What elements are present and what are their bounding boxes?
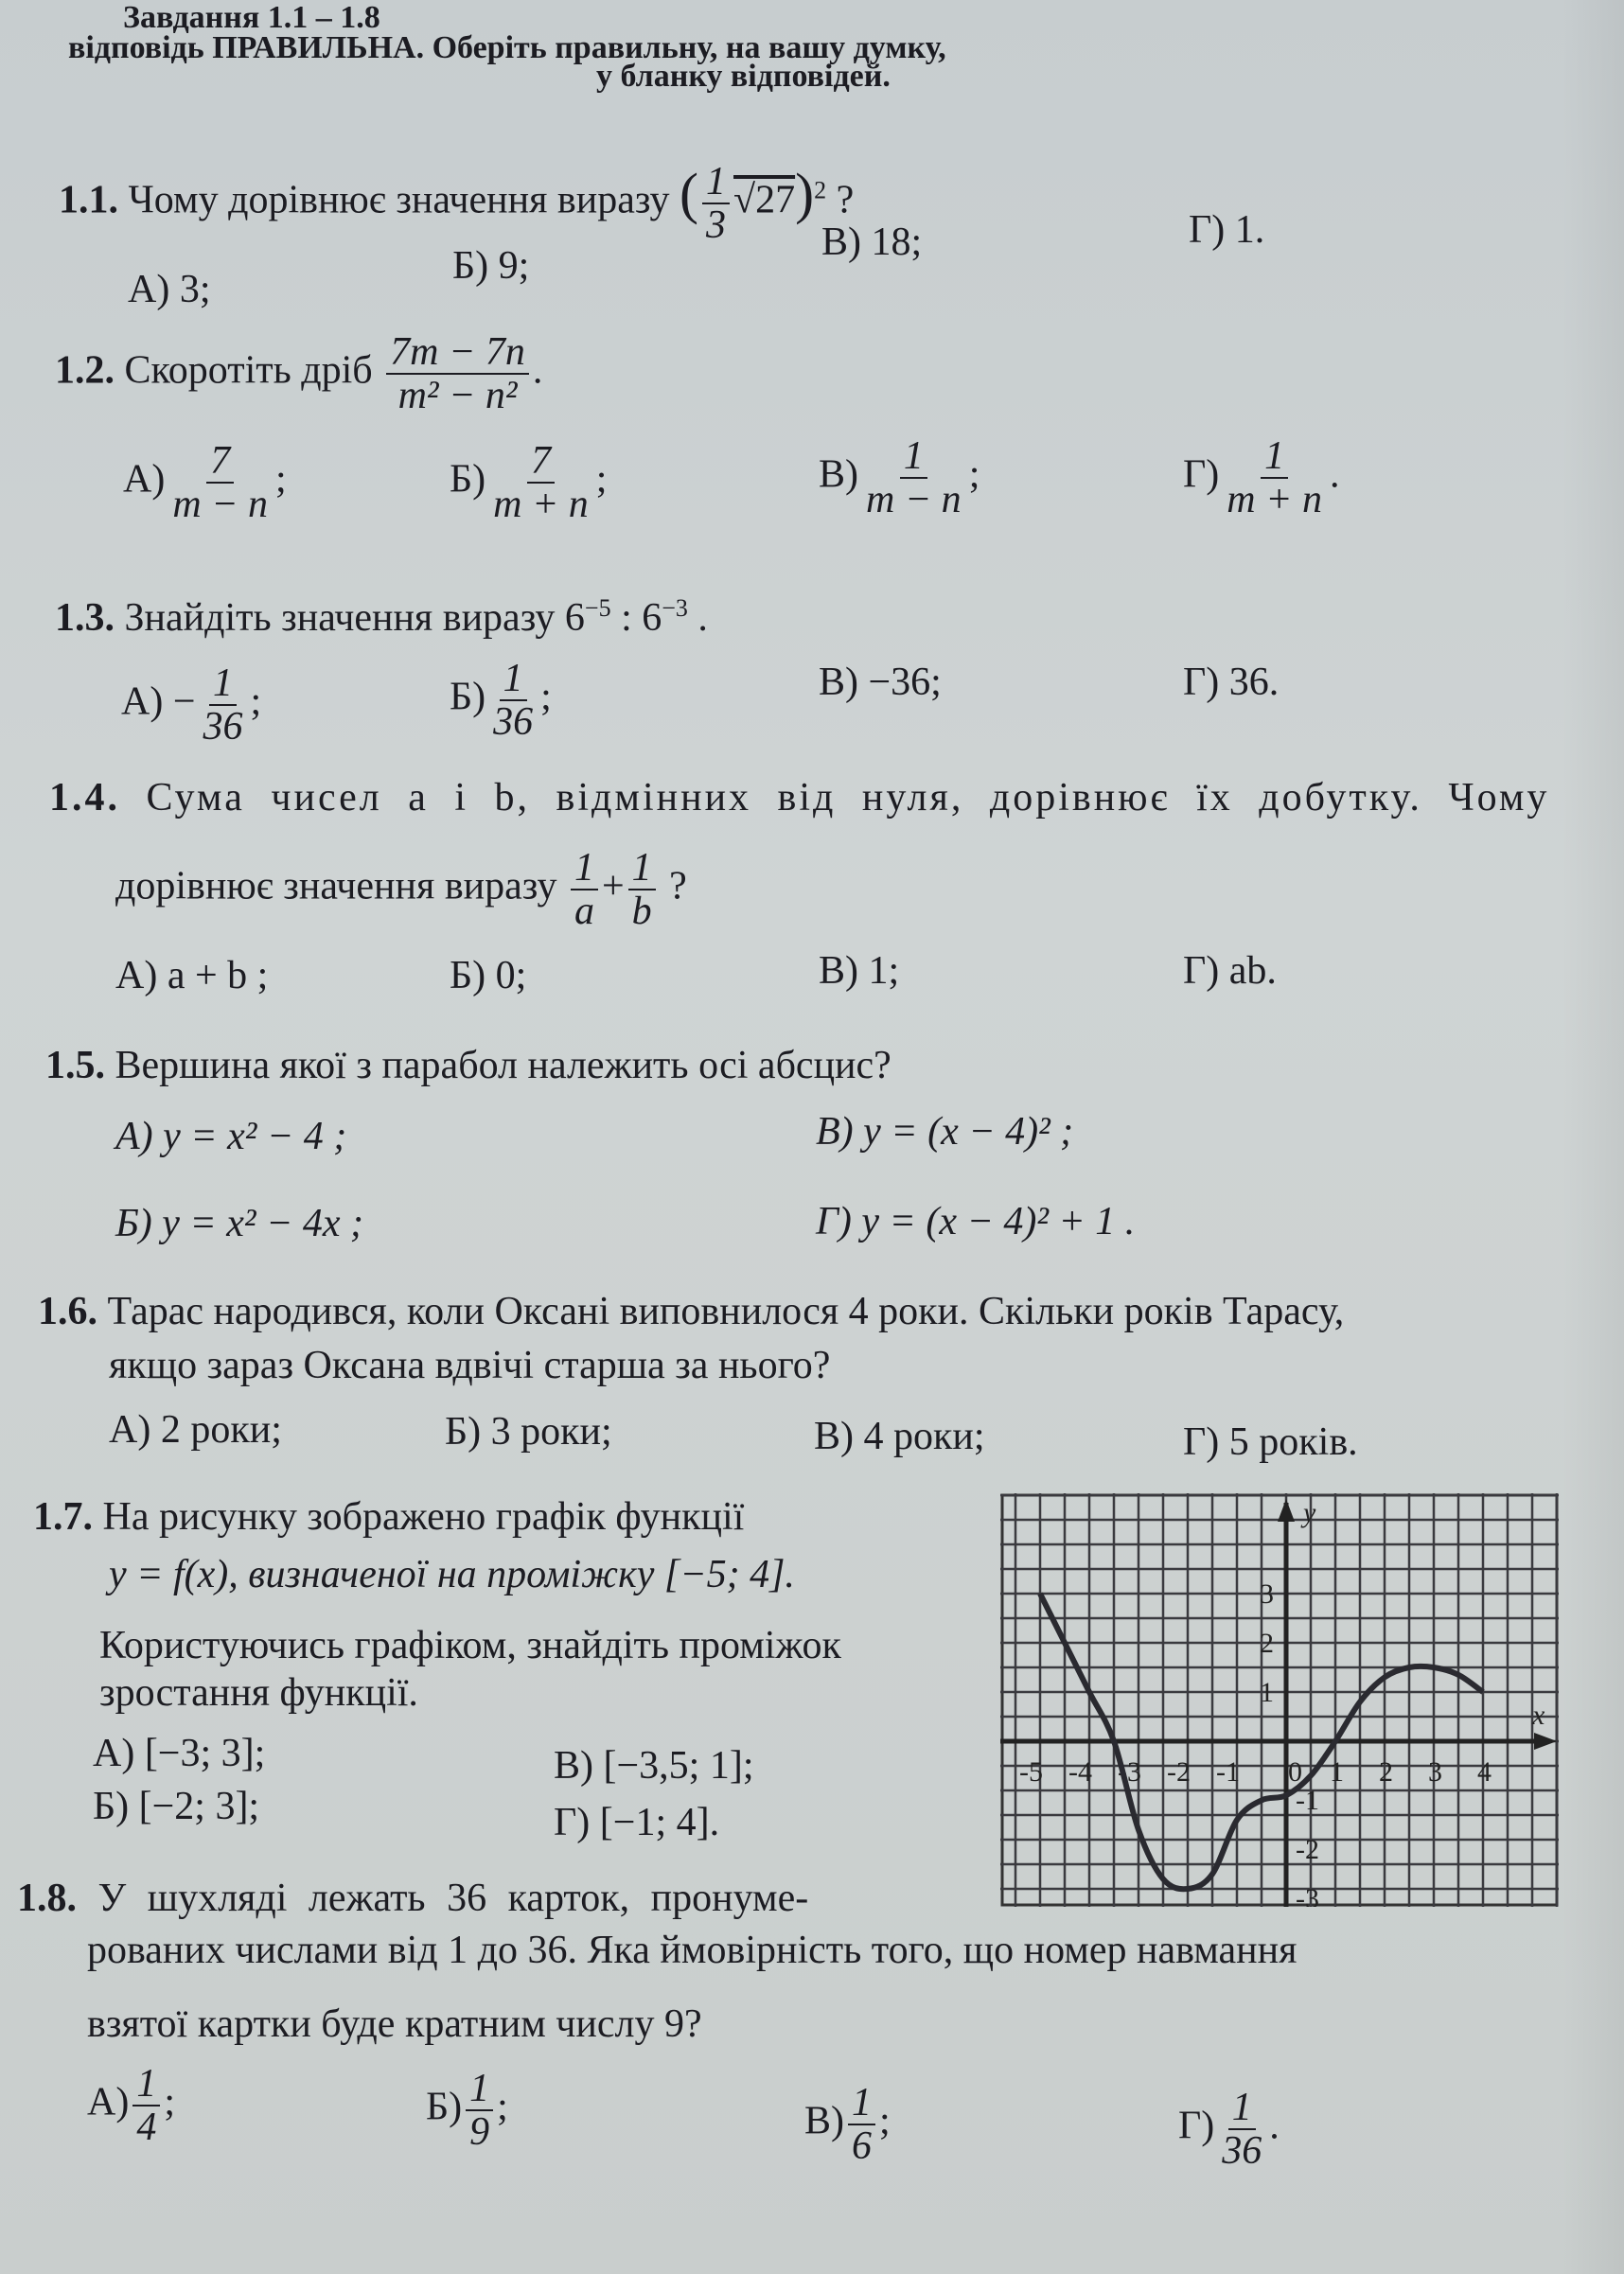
denominator: m + n: [1227, 478, 1322, 522]
question-1-7-line-1: [33, 1497, 744, 1537]
denominator: m + n: [493, 483, 589, 527]
fraction: [1223, 435, 1326, 520]
y-tick-label: -3: [1296, 1883, 1319, 1907]
punctuation: ;: [250, 679, 262, 724]
y-tick-label: 1: [1260, 1677, 1274, 1708]
option-v[interactable]: В) y = (x − 4)² ;: [816, 1110, 1074, 1154]
y-axis-arrow: [1278, 1499, 1295, 1522]
x-tick-label: 3: [1428, 1756, 1442, 1788]
power: 2: [814, 176, 827, 204]
option-g[interactable]: Г) 1.: [1189, 208, 1265, 252]
numerator: 7: [206, 440, 234, 484]
question-1-8-line-2: рованих числами від 1 до 36. Яка ймовірність того, що номер навмання: [87, 1929, 1297, 1972]
question-text: На рисунку зображено графік функції: [102, 1495, 745, 1539]
x-tick-label: -2: [1167, 1756, 1191, 1788]
option-label: А): [123, 457, 166, 502]
denominator: 3: [706, 203, 727, 248]
question-number: 1.3.: [55, 596, 115, 640]
y-tick-label: 2: [1260, 1628, 1274, 1659]
question-text: Сума чисел a і b, відмінних від нуля, дорівнює їх добутку. Чому: [146, 776, 1550, 820]
numerator: 1: [571, 847, 598, 890]
root: √27: [733, 178, 796, 222]
punctuation: ;: [540, 675, 552, 719]
question-mark: ?: [669, 864, 687, 908]
question-1-7-line-3: Користуючись графіком, знайдіть проміжок: [99, 1624, 841, 1667]
question-mark: ?: [836, 178, 855, 222]
x-axis-label: x: [1532, 1700, 1545, 1731]
x-tick-label: 2: [1379, 1756, 1393, 1788]
question-text: У шухляді лежать 36 карток, пронуме-: [97, 1877, 809, 1920]
option-g[interactable]: Г) [−1; 4].: [554, 1801, 720, 1844]
header-line-3: у бланку відповідей.: [596, 59, 891, 94]
period: .: [687, 596, 708, 640]
numerator: 1: [466, 2068, 493, 2111]
fraction: [848, 2082, 875, 2167]
header-line-2: відповідь ПРАВИЛЬНА. Оберіть правильну, на вашу думку,: [68, 30, 946, 65]
fraction: [489, 440, 592, 525]
fraction: [628, 847, 656, 932]
denominator: b: [631, 890, 652, 934]
option-a[interactable]: [123, 440, 287, 525]
x-tick-label: -4: [1068, 1756, 1092, 1788]
option-v[interactable]: В) 1;: [819, 949, 900, 993]
punctuation: .: [1269, 2104, 1280, 2148]
option-v[interactable]: [819, 435, 980, 520]
numerator: 1: [628, 847, 656, 890]
denominator: m² − n²: [397, 374, 518, 418]
page-edge-shadow: [1562, 0, 1624, 2274]
question-1-2: [55, 331, 542, 416]
option-b[interactable]: Б) 9;: [452, 244, 530, 288]
numerator: 1: [500, 658, 527, 701]
option-b[interactable]: Б) 0;: [450, 954, 527, 997]
option-b[interactable]: [450, 658, 552, 743]
question-number: 1.7.: [33, 1495, 93, 1539]
option-v[interactable]: В) [−3,5; 1];: [554, 1744, 754, 1788]
option-label: А): [87, 2080, 130, 2124]
power: −5: [584, 594, 611, 622]
question-1-6-line-1: [38, 1292, 1344, 1331]
fraction: [466, 2068, 493, 2153]
option-v[interactable]: [804, 2082, 891, 2167]
fraction: [200, 662, 247, 748]
option-a[interactable]: [87, 2063, 175, 2148]
question-text: Тарас народився, коли Оксані виповнилося 4 роки. Скільки років Тарасу,: [107, 1290, 1345, 1333]
expression: : 6: [610, 596, 662, 640]
option-label: Б): [450, 457, 486, 502]
function-graph: [1000, 1493, 1559, 1907]
question-1-4-line-2: [115, 847, 687, 932]
plus: +: [601, 864, 625, 908]
fraction: [489, 658, 537, 743]
option-label: В): [819, 452, 858, 497]
x-tick-label: 1: [1330, 1756, 1344, 1788]
question-number: 1.1.: [59, 178, 118, 222]
option-b[interactable]: Б) [−2; 3];: [93, 1785, 260, 1828]
question-number: 1.4.: [49, 776, 120, 820]
numerator: 1: [209, 662, 237, 706]
punctuation: ;: [968, 452, 980, 497]
x-tick-label: 4: [1477, 1756, 1492, 1788]
numerator: 7m − 7n: [386, 331, 529, 375]
denominator: 6: [852, 2124, 872, 2169]
question-number: 1.6.: [38, 1290, 97, 1333]
numerator: 1: [1261, 435, 1288, 479]
y-tick-label: 3: [1260, 1578, 1274, 1610]
option-a[interactable]: А) [−3; 3];: [93, 1732, 266, 1775]
option-a[interactable]: А) a + b ;: [115, 954, 269, 997]
numerator: 1: [1228, 2087, 1256, 2130]
denominator: 9: [469, 2110, 490, 2155]
question-1-1: 1.1. Чому дорівнює значення виразу ( $\frac{1}{3}$ √27)$^2$ ?: [59, 160, 855, 248]
option-v[interactable]: В) 4 роки;: [814, 1415, 985, 1458]
fraction: [132, 2063, 160, 2148]
question-text: дорівнює значення виразу: [115, 864, 557, 908]
fraction: [1218, 2087, 1265, 2172]
numerator: 1: [702, 161, 730, 204]
numerator: 1: [132, 2063, 160, 2107]
question-text: Вершина якої з парабол належить осі абсцис?: [115, 1044, 891, 1087]
question-text: Чому дорівнює значення виразу: [128, 178, 670, 222]
x-tick-label: -3: [1118, 1756, 1141, 1788]
option-v[interactable]: В) 18;: [821, 220, 923, 264]
denominator: m − n: [172, 483, 269, 527]
fraction: [168, 440, 272, 525]
numerator: 1: [848, 2082, 875, 2125]
option-g[interactable]: Г) 36.: [1183, 661, 1280, 704]
option-label: В): [804, 2099, 844, 2143]
option-label: Б): [426, 2085, 463, 2129]
option-b[interactable]: Б) y = x² − 4x ;: [115, 1202, 363, 1245]
option-label: А) −: [121, 679, 196, 724]
denominator: m − n: [866, 478, 962, 522]
denominator: 36: [493, 700, 534, 745]
graph-border: [1002, 1495, 1557, 1905]
question-1-7-line-4: зростання функції.: [99, 1671, 418, 1715]
question-number: 1.8.: [17, 1877, 77, 1920]
question-text: Скоротіть дріб: [124, 348, 373, 393]
y-tick-label: -2: [1296, 1834, 1319, 1865]
option-g[interactable]: [1178, 2087, 1280, 2172]
option-a[interactable]: А) 2 роки;: [109, 1408, 282, 1452]
option-v[interactable]: В) −36;: [819, 661, 942, 704]
punctuation: ;: [595, 457, 608, 502]
question-1-4-line-1: [49, 778, 1549, 818]
fraction: [386, 331, 529, 416]
punctuation: ;: [164, 2080, 175, 2124]
fraction: [702, 161, 730, 246]
denominator: 36: [1222, 2129, 1262, 2174]
question-1-5: [45, 1046, 891, 1085]
denominator: 36: [203, 705, 243, 749]
denominator: 4: [136, 2106, 157, 2150]
option-a[interactable]: [121, 662, 261, 748]
header-line-1: Завдання 1.1 – 1.8: [123, 0, 380, 35]
option-b[interactable]: Б) 3 роки;: [445, 1410, 612, 1454]
question-1-7-line-2: y = f(x), визначеної на проміжку [−5; 4].: [109, 1553, 795, 1596]
option-a[interactable]: А) y = x² − 4 ;: [115, 1115, 347, 1158]
punctuation: ;: [275, 457, 287, 502]
option-b[interactable]: [450, 440, 607, 525]
expression: 6: [564, 596, 585, 640]
question-1-6-line-2: якщо зараз Оксана вдвічі старша за нього?: [109, 1344, 831, 1387]
option-b[interactable]: [426, 2068, 508, 2153]
question-number: 1.2.: [55, 348, 115, 393]
punctuation: ;: [497, 2085, 508, 2129]
punctuation: .: [1329, 452, 1340, 497]
question-text: Знайдіть значення виразу: [124, 596, 556, 640]
fraction: [571, 847, 598, 932]
option-g[interactable]: Г) ab.: [1183, 949, 1277, 993]
option-g[interactable]: [1183, 435, 1339, 520]
option-label: Г): [1178, 2104, 1215, 2148]
y-axis-label: y: [1303, 1497, 1316, 1528]
x-tick-label: 0: [1288, 1756, 1302, 1788]
option-label: Г): [1183, 452, 1220, 497]
numerator: 1: [900, 435, 927, 479]
denominator: a: [574, 890, 594, 934]
y-tick-label: -1: [1296, 1785, 1319, 1816]
numerator: 7: [527, 440, 555, 484]
option-a[interactable]: А) 3;: [128, 268, 211, 311]
option-g[interactable]: Г) 5 років.: [1183, 1420, 1358, 1464]
question-number: 1.5.: [45, 1044, 105, 1087]
punctuation: ;: [879, 2099, 891, 2143]
question-1-8-line-3: взятої картки буде кратним числу 9?: [87, 2002, 702, 2046]
x-tick-label: -1: [1216, 1756, 1240, 1788]
question-1-8-line-1: [17, 1878, 808, 1918]
option-g[interactable]: Г) y = (x − 4)² + 1 .: [816, 1200, 1136, 1243]
x-tick-label: -5: [1019, 1756, 1043, 1788]
x-axis-arrow: [1534, 1733, 1557, 1750]
power: −3: [662, 594, 688, 622]
period: .: [532, 348, 543, 393]
question-1-3: [55, 596, 708, 638]
option-label: Б): [450, 675, 486, 719]
fraction: [862, 435, 965, 520]
